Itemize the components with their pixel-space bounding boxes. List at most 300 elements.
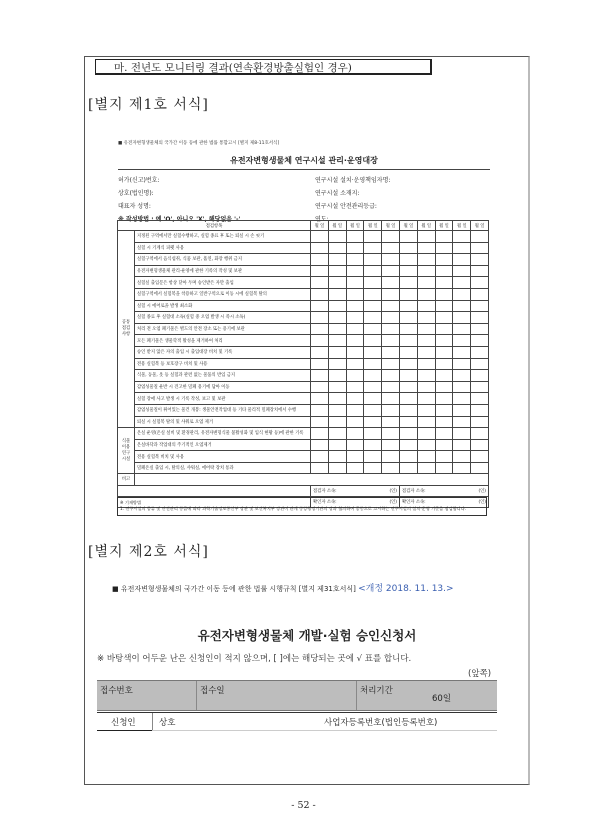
- table-row: [118, 370, 489, 382]
- check-cell[interactable]: [382, 358, 400, 370]
- check-cell[interactable]: [311, 462, 329, 474]
- check-cell[interactable]: [382, 312, 400, 324]
- header-date: 월 일: [364, 221, 382, 231]
- form1-info-fields: [118, 170, 490, 226]
- check-cell[interactable]: [453, 335, 471, 347]
- check-cell[interactable]: [435, 451, 453, 463]
- check-cell[interactable]: [364, 393, 382, 405]
- table-row: [118, 300, 489, 312]
- header-date: 월 일: [471, 221, 489, 231]
- check-cell[interactable]: [328, 404, 346, 416]
- check-cell[interactable]: [417, 381, 435, 393]
- sign-right[interactable]: [400, 486, 489, 497]
- check-cell[interactable]: [417, 277, 435, 289]
- check-cell[interactable]: [364, 242, 382, 254]
- check-cell[interactable]: [328, 381, 346, 393]
- check-cell[interactable]: [346, 404, 364, 416]
- check-cell[interactable]: [382, 288, 400, 300]
- check-cell[interactable]: [435, 300, 453, 312]
- check-cell[interactable]: [435, 393, 453, 405]
- sign-right-label: 확인자 소속:: [402, 500, 426, 506]
- check-cell[interactable]: [382, 265, 400, 277]
- check-cell[interactable]: [382, 404, 400, 416]
- check-cell[interactable]: [417, 416, 435, 428]
- check-item: 전용 실험복 비치 및 사용: [135, 451, 311, 463]
- check-cell[interactable]: [471, 346, 489, 358]
- check-item: 온실 운영(온실 설비 및 환경관리, 유전자변형식물 불활성화 및 입식 현황 등)에 관한 기록: [135, 428, 311, 440]
- check-cell[interactable]: [471, 277, 489, 289]
- check-cell[interactable]: [471, 288, 489, 300]
- check-cell[interactable]: [400, 254, 418, 266]
- check-cell[interactable]: [382, 416, 400, 428]
- check-cell[interactable]: [364, 451, 382, 463]
- check-cell[interactable]: [471, 312, 489, 324]
- note-text: 1. 연구시설의 종류 및 안전관리 등급에 따라 과학기술정보통신부 장관 및 보건복지부 장관이 관계 중앙행정기관의 장과 협의하여 공동으로 고시하는 연구시설의 설치·운영 기준을 점검합니다.: [120, 506, 467, 511]
- table-row: [118, 312, 489, 324]
- check-cell[interactable]: [417, 323, 435, 335]
- check-cell[interactable]: [417, 358, 435, 370]
- check-cell[interactable]: [453, 370, 471, 382]
- check-cell[interactable]: [311, 265, 329, 277]
- check-cell[interactable]: [435, 370, 453, 382]
- check-cell[interactable]: [346, 231, 364, 243]
- table-row: [118, 335, 489, 347]
- check-cell[interactable]: [435, 404, 453, 416]
- header-date: 월 일: [400, 221, 418, 231]
- check-cell[interactable]: [382, 323, 400, 335]
- check-item: 밀폐온실 출입 시, 탈의실, 샤워실, 에어락 장치 통과: [135, 462, 311, 474]
- check-cell[interactable]: [435, 288, 453, 300]
- check-cell[interactable]: [471, 265, 489, 277]
- check-cell[interactable]: [364, 416, 382, 428]
- check-cell[interactable]: [311, 300, 329, 312]
- check-cell[interactable]: [435, 231, 453, 243]
- check-cell[interactable]: [311, 404, 329, 416]
- check-cell[interactable]: [364, 288, 382, 300]
- form2-note: ※ 바탕색이 어두운 난은 신청인이 적지 않으며, [ ]에는 해당되는 곳에 √ 표를 합니다.: [97, 654, 412, 664]
- seal-mark: (인): [478, 489, 486, 495]
- check-cell[interactable]: [364, 265, 382, 277]
- check-cell[interactable]: [328, 346, 346, 358]
- check-cell[interactable]: [453, 288, 471, 300]
- check-cell[interactable]: [471, 428, 489, 440]
- check-cell[interactable]: [382, 277, 400, 289]
- check-cell[interactable]: [364, 428, 382, 440]
- check-cell[interactable]: [453, 323, 471, 335]
- check-cell[interactable]: [471, 254, 489, 266]
- check-cell[interactable]: [346, 300, 364, 312]
- table-row: [118, 288, 489, 300]
- check-cell[interactable]: [453, 404, 471, 416]
- check-cell[interactable]: [346, 370, 364, 382]
- form1-note: [117, 497, 487, 516]
- table-row: [118, 393, 489, 405]
- check-cell[interactable]: [382, 300, 400, 312]
- check-cell[interactable]: [417, 288, 435, 300]
- signature-row: [118, 486, 489, 497]
- check-cell[interactable]: [346, 428, 364, 440]
- check-cell[interactable]: [364, 300, 382, 312]
- header-date: 월 일: [435, 221, 453, 231]
- check-cell[interactable]: [435, 323, 453, 335]
- check-cell[interactable]: [346, 451, 364, 463]
- check-cell[interactable]: [435, 439, 453, 451]
- form2-law-ref: [112, 580, 512, 599]
- check-cell[interactable]: [453, 346, 471, 358]
- table-row: [118, 428, 489, 440]
- receipt-number-label: 접수번호: [100, 686, 133, 696]
- check-cell[interactable]: [453, 277, 471, 289]
- check-cell[interactable]: [328, 416, 346, 428]
- check-cell[interactable]: [311, 254, 329, 266]
- check-cell[interactable]: [364, 335, 382, 347]
- check-cell[interactable]: [382, 242, 400, 254]
- field-year: 연도:: [315, 216, 329, 223]
- law-text: ■ 유전자변형생물체의 국가간 이동 등에 관한 법률 시행규칙 [별지 제31호서식]: [112, 585, 356, 593]
- check-cell[interactable]: [364, 323, 382, 335]
- check-cell[interactable]: [471, 404, 489, 416]
- table-row: [118, 439, 489, 451]
- check-cell[interactable]: [346, 288, 364, 300]
- check-cell[interactable]: [311, 312, 329, 324]
- table-row: [118, 346, 489, 358]
- check-cell[interactable]: [453, 451, 471, 463]
- check-cell[interactable]: [311, 346, 329, 358]
- section-ma-heading: 마. 전년도 모니터링 결과(연속환경방출실험인 경우): [95, 59, 432, 75]
- form2-title: 유전자변형생물체 개발·실험 승인신청서: [197, 628, 417, 643]
- check-cell[interactable]: [311, 242, 329, 254]
- check-cell[interactable]: [471, 381, 489, 393]
- check-cell[interactable]: [311, 428, 329, 440]
- table-row: [118, 404, 489, 416]
- check-cell[interactable]: [328, 265, 346, 277]
- check-cell[interactable]: [400, 288, 418, 300]
- check-cell[interactable]: [382, 393, 400, 405]
- check-cell[interactable]: [382, 231, 400, 243]
- check-cell[interactable]: [328, 358, 346, 370]
- header-item: 점검항목: [118, 221, 311, 231]
- check-cell[interactable]: [435, 381, 453, 393]
- check-cell[interactable]: [328, 242, 346, 254]
- check-cell[interactable]: [328, 254, 346, 266]
- check-cell[interactable]: [346, 254, 364, 266]
- check-item: 식물, 동물, 옷 등 실험과 관련 없는 물품의 반입 금지: [135, 370, 311, 382]
- check-cell[interactable]: [364, 439, 382, 451]
- check-cell[interactable]: [328, 370, 346, 382]
- check-cell[interactable]: [328, 393, 346, 405]
- check-cell[interactable]: [400, 346, 418, 358]
- check-cell[interactable]: [417, 254, 435, 266]
- form1-label: [별지 제1호 서식]: [88, 97, 209, 113]
- check-cell[interactable]: [311, 370, 329, 382]
- check-cell[interactable]: [328, 312, 346, 324]
- check-cell[interactable]: [435, 312, 453, 324]
- check-cell[interactable]: [400, 335, 418, 347]
- check-cell[interactable]: [400, 300, 418, 312]
- check-cell[interactable]: [346, 265, 364, 277]
- check-cell[interactable]: [400, 370, 418, 382]
- sign-left[interactable]: [311, 486, 400, 497]
- check-cell[interactable]: [328, 300, 346, 312]
- check-cell[interactable]: [417, 393, 435, 405]
- check-cell[interactable]: [400, 242, 418, 254]
- sign-right-label: 점검자 소속:: [402, 489, 426, 495]
- field-safety-level: 연구시설 안전관리등급:: [315, 203, 377, 210]
- check-cell[interactable]: [346, 416, 364, 428]
- check-cell[interactable]: [417, 242, 435, 254]
- divider: [196, 681, 197, 710]
- check-cell[interactable]: [328, 439, 346, 451]
- check-item: 온실바닥과 작업대의 주기적인 오염제거: [135, 439, 311, 451]
- check-cell[interactable]: [382, 381, 400, 393]
- checklist-table: [117, 220, 489, 508]
- check-cell[interactable]: [364, 312, 382, 324]
- header-date: 월 일: [346, 221, 364, 231]
- check-cell[interactable]: [435, 335, 453, 347]
- check-cell[interactable]: [364, 404, 382, 416]
- check-cell[interactable]: [453, 416, 471, 428]
- amend-date: <개정 2018. 11. 13.>: [358, 584, 454, 594]
- check-item: 유전자변형생물체 관리·운영에 관한 기록의 작성 및 보관: [135, 265, 311, 277]
- check-cell[interactable]: [400, 451, 418, 463]
- remarks-label: 비고: [118, 474, 135, 486]
- check-cell[interactable]: [417, 462, 435, 474]
- check-cell[interactable]: [328, 323, 346, 335]
- check-cell[interactable]: [311, 416, 329, 428]
- check-cell[interactable]: [471, 335, 489, 347]
- receipt-date-label: 접수일: [200, 686, 225, 696]
- check-cell[interactable]: [471, 439, 489, 451]
- header-date: 월 일: [417, 221, 435, 231]
- table-row: [118, 381, 489, 393]
- check-cell[interactable]: [311, 393, 329, 405]
- check-cell[interactable]: [311, 288, 329, 300]
- check-cell[interactable]: [435, 242, 453, 254]
- remarks-row: [118, 474, 489, 486]
- check-item: 실험실 출입문은 항상 닫아 두며 승인받은 자만 출입: [135, 277, 311, 289]
- check-cell[interactable]: [346, 346, 364, 358]
- check-cell[interactable]: [400, 231, 418, 243]
- check-cell[interactable]: [328, 428, 346, 440]
- check-cell[interactable]: [471, 462, 489, 474]
- sign-blank: [118, 486, 311, 497]
- header-date: 월 일: [311, 221, 329, 231]
- check-cell[interactable]: [400, 462, 418, 474]
- table-row: [118, 323, 489, 335]
- check-cell[interactable]: [382, 335, 400, 347]
- check-cell[interactable]: [435, 277, 453, 289]
- table-row: [118, 242, 489, 254]
- check-cell[interactable]: [382, 439, 400, 451]
- check-cell[interactable]: [471, 358, 489, 370]
- check-cell[interactable]: [417, 451, 435, 463]
- divider: [152, 713, 153, 731]
- check-cell[interactable]: [311, 451, 329, 463]
- divider: [97, 730, 152, 731]
- seal-mark: (인): [389, 500, 397, 506]
- applicant-row: [97, 712, 497, 731]
- check-cell[interactable]: [471, 393, 489, 405]
- check-cell[interactable]: [328, 288, 346, 300]
- check-cell[interactable]: [453, 393, 471, 405]
- check-cell[interactable]: [400, 428, 418, 440]
- check-cell[interactable]: [382, 346, 400, 358]
- check-cell[interactable]: [346, 358, 364, 370]
- table-row: [118, 254, 489, 266]
- divider: [356, 681, 357, 710]
- check-cell[interactable]: [382, 370, 400, 382]
- check-cell[interactable]: [346, 393, 364, 405]
- check-cell[interactable]: [346, 439, 364, 451]
- check-cell[interactable]: [417, 300, 435, 312]
- check-cell[interactable]: [417, 370, 435, 382]
- check-cell[interactable]: [435, 428, 453, 440]
- group-label: 식물이용 연구시설: [118, 428, 135, 474]
- front-side-label: (앞쪽): [468, 669, 492, 679]
- check-cell[interactable]: [311, 323, 329, 335]
- check-cell[interactable]: [471, 231, 489, 243]
- check-cell[interactable]: [453, 428, 471, 440]
- check-cell[interactable]: [435, 462, 453, 474]
- check-cell[interactable]: [471, 242, 489, 254]
- check-cell[interactable]: [311, 277, 329, 289]
- check-cell[interactable]: [471, 451, 489, 463]
- check-cell[interactable]: [346, 462, 364, 474]
- check-cell[interactable]: [382, 428, 400, 440]
- check-cell[interactable]: [364, 381, 382, 393]
- check-item: 지정된 구역에서만 실험수행하고, 실험 종료 후 또는 퇴실 시 손 씻기: [135, 231, 311, 243]
- check-item: 전용 실험복 등 보호장구 비치 및 사용: [135, 358, 311, 370]
- check-cell[interactable]: [346, 312, 364, 324]
- check-cell[interactable]: [400, 358, 418, 370]
- check-cell[interactable]: [417, 428, 435, 440]
- processing-period-value: 60일: [432, 694, 452, 704]
- check-cell[interactable]: [453, 265, 471, 277]
- check-cell[interactable]: [328, 231, 346, 243]
- receipt-row: [97, 680, 497, 711]
- form1-law-ref: ■ 유전자변형생물체의 국가간 이동 등에 관한 법률 통합고시 [별지 제8-11호서식]: [118, 141, 280, 146]
- check-cell[interactable]: [364, 254, 382, 266]
- header-date: 월 일: [453, 221, 471, 231]
- divider: [152, 730, 497, 731]
- check-cell[interactable]: [382, 462, 400, 474]
- sign-left-label: 점검자 소속:: [313, 489, 337, 495]
- check-cell[interactable]: [417, 265, 435, 277]
- check-cell[interactable]: [453, 381, 471, 393]
- check-cell[interactable]: [311, 231, 329, 243]
- check-cell[interactable]: [346, 323, 364, 335]
- check-cell[interactable]: [311, 358, 329, 370]
- check-cell[interactable]: [417, 439, 435, 451]
- check-item: 처리 전 오염 폐기물은 별도의 안전 장소 또는 용기에 보관: [135, 323, 311, 335]
- check-cell[interactable]: [328, 335, 346, 347]
- form2-label: [별지 제2호 서식]: [88, 544, 209, 560]
- check-cell[interactable]: [346, 335, 364, 347]
- check-cell[interactable]: [453, 439, 471, 451]
- check-cell[interactable]: [364, 462, 382, 474]
- check-cell[interactable]: [328, 277, 346, 289]
- check-item: 실험구역에서 음식섭취, 식품 보관, 흡연, 화장 행위 금지: [135, 254, 311, 266]
- check-cell[interactable]: [453, 242, 471, 254]
- check-cell[interactable]: [400, 393, 418, 405]
- check-cell[interactable]: [364, 231, 382, 243]
- field-company: 상호(법인명):: [118, 190, 154, 197]
- check-cell[interactable]: [417, 346, 435, 358]
- check-cell[interactable]: [382, 254, 400, 266]
- check-cell[interactable]: [400, 312, 418, 324]
- check-cell[interactable]: [471, 370, 489, 382]
- check-item: 감염성물질이 튀어있는 물건 개봉: 생물안전작업대 등 기타 물리적 밀폐장치에서 수행: [135, 404, 311, 416]
- check-cell[interactable]: [400, 439, 418, 451]
- check-cell[interactable]: [328, 462, 346, 474]
- table-row: [118, 277, 489, 289]
- remarks-cell[interactable]: [135, 474, 489, 486]
- check-cell[interactable]: [346, 381, 364, 393]
- form1: [118, 140, 490, 226]
- check-cell[interactable]: [471, 300, 489, 312]
- check-item: 실험 장애 사고 발생 시 기록 작성, 보고 및 보관: [135, 393, 311, 405]
- seal-mark: (인): [478, 500, 486, 506]
- field-permit-no: 허가(신고)번호:: [118, 177, 160, 184]
- check-cell[interactable]: [364, 358, 382, 370]
- applicant-label: 신청인: [111, 718, 136, 728]
- check-cell[interactable]: [417, 312, 435, 324]
- check-cell[interactable]: [400, 323, 418, 335]
- check-cell[interactable]: [417, 335, 435, 347]
- seal-mark: (인): [389, 489, 397, 495]
- check-cell[interactable]: [400, 265, 418, 277]
- check-cell[interactable]: [311, 439, 329, 451]
- check-cell[interactable]: [417, 404, 435, 416]
- check-cell[interactable]: [453, 231, 471, 243]
- check-cell[interactable]: [435, 265, 453, 277]
- check-cell[interactable]: [435, 416, 453, 428]
- check-cell[interactable]: [453, 254, 471, 266]
- check-cell[interactable]: [471, 323, 489, 335]
- header-date: 월 일: [382, 221, 400, 231]
- check-cell[interactable]: [400, 416, 418, 428]
- check-cell[interactable]: [400, 277, 418, 289]
- check-cell[interactable]: [364, 346, 382, 358]
- field-instructions: ※ 작성방법 : 예 'O', 아니오 'X', 해당없음 '-': [118, 216, 241, 223]
- table-row: [118, 462, 489, 474]
- check-cell[interactable]: [311, 335, 329, 347]
- check-cell[interactable]: [435, 254, 453, 266]
- check-cell[interactable]: [400, 404, 418, 416]
- check-cell[interactable]: [382, 451, 400, 463]
- check-cell[interactable]: [435, 346, 453, 358]
- check-cell[interactable]: [346, 242, 364, 254]
- check-cell[interactable]: [346, 277, 364, 289]
- check-cell[interactable]: [435, 358, 453, 370]
- check-cell[interactable]: [364, 370, 382, 382]
- check-item: 퇴실 시 실험복 탈의 및 샤워로 오염 제거: [135, 416, 311, 428]
- check-cell[interactable]: [453, 312, 471, 324]
- check-item: 승인 받지 않은 자의 출입 시 출입대장 비치 및 기록: [135, 346, 311, 358]
- check-cell[interactable]: [471, 416, 489, 428]
- check-cell[interactable]: [364, 277, 382, 289]
- check-cell[interactable]: [453, 358, 471, 370]
- check-cell[interactable]: [417, 231, 435, 243]
- check-cell[interactable]: [453, 462, 471, 474]
- business-regno-label: 사업자등록번호(법인등록번호): [324, 718, 438, 728]
- check-cell[interactable]: [400, 381, 418, 393]
- table-header-row: [118, 221, 489, 231]
- page-number: - 52 -: [291, 800, 316, 811]
- check-cell[interactable]: [328, 451, 346, 463]
- check-cell[interactable]: [311, 381, 329, 393]
- check-cell[interactable]: [453, 300, 471, 312]
